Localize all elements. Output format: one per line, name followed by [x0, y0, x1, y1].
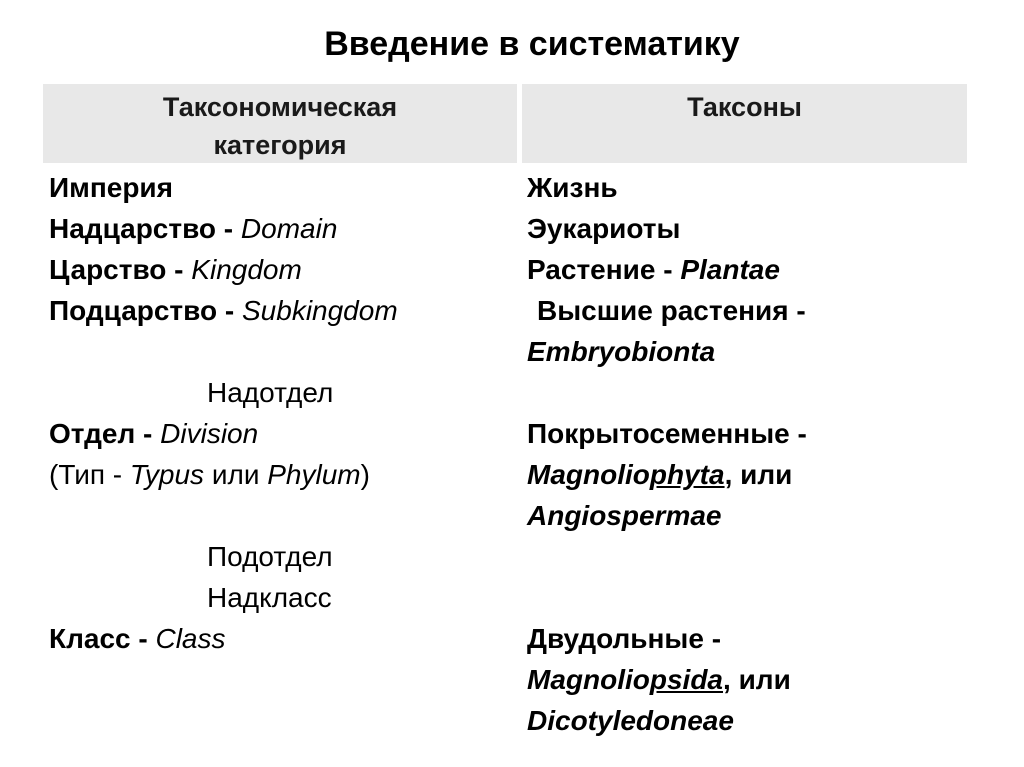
separator: -	[166, 254, 192, 285]
rank-superkingdom-ru: Надцарство	[49, 213, 217, 244]
rank-type-or: или	[204, 459, 268, 490]
taxon-dicotyledoneae: Dicotyledoneae	[527, 705, 734, 736]
taxon-higher-plants: Высшие растения -	[537, 295, 806, 326]
taxon-eukaryotes: Эукариоты	[527, 213, 681, 244]
rank-type-typus: Typus	[129, 459, 205, 490]
header-category-line2: категория	[213, 130, 347, 160]
spacer	[527, 577, 997, 618]
header-taxa: Таксоны	[687, 92, 802, 122]
taxon-dicotyledoneae-line	[527, 700, 997, 741]
rank-empire	[49, 167, 519, 208]
taxon-higher-plants-lat: Embryobionta	[527, 336, 716, 367]
taxa-column	[527, 167, 997, 741]
rank-type-close: )	[360, 459, 370, 490]
rank-subkingdom	[49, 290, 519, 331]
taxon-life: Жизнь	[527, 172, 618, 203]
rank-type-phylum: Phylum	[267, 459, 361, 490]
rank-class	[49, 618, 519, 659]
spacer	[49, 331, 519, 372]
rank-class-lat: Class	[155, 623, 226, 654]
spacer	[527, 372, 997, 413]
rank-subkingdom-lat: Subkingdom	[242, 295, 398, 326]
rank-subkingdom-ru: Подцарство	[49, 295, 218, 326]
rank-superclass-ru: Надкласс	[207, 582, 332, 613]
rank-kingdom	[49, 249, 519, 290]
taxon-plant	[527, 249, 997, 290]
taxon-magnoliopsida-prefix: Magnolio	[527, 664, 650, 695]
rank-superkingdom-lat: Domain	[240, 213, 338, 244]
taxon-magnoliophyta-prefix: Magnolio	[527, 459, 650, 490]
taxon-angiosperms: Покрытосеменные -	[527, 418, 807, 449]
spacer	[49, 495, 519, 536]
taxon-or: , или	[724, 459, 793, 490]
rank-type-open: (Тип -	[49, 459, 130, 490]
separator: -	[130, 623, 156, 654]
category-column	[49, 167, 519, 659]
rank-division-ru: Отдел	[49, 418, 136, 449]
rank-superclass	[49, 577, 519, 618]
rank-division	[49, 413, 519, 454]
slide-title: Введение в систематику	[324, 25, 740, 63]
taxon-plant-ru: Растение -	[527, 254, 681, 285]
taxon-higher-plants-lat-line	[527, 331, 997, 372]
taxon-magnoliophyta-line	[527, 454, 997, 495]
rank-kingdom-lat: Kingdom	[191, 254, 302, 285]
rank-class-ru: Класс	[49, 623, 131, 654]
taxon-plant-lat: Plantae	[680, 254, 780, 285]
header-category	[43, 88, 517, 164]
header-category-line1: Таксономическая	[162, 92, 398, 122]
separator: -	[135, 418, 161, 449]
rank-subdivision	[49, 536, 519, 577]
taxon-magnoliophyta-suffix: phyta	[649, 459, 725, 490]
taxon-magnoliopsida-line	[527, 659, 997, 700]
taxon-angiospermae-line	[527, 495, 997, 536]
rank-kingdom-ru: Царство	[49, 254, 167, 285]
spacer	[527, 536, 997, 577]
taxon-or: , или	[723, 664, 791, 695]
rank-type	[49, 454, 519, 495]
taxon-angiospermae: Angiospermae	[527, 500, 722, 531]
rank-superkingdom	[49, 208, 519, 249]
rank-superdivision	[49, 372, 519, 413]
separator: -	[217, 295, 242, 326]
separator: -	[216, 213, 241, 244]
rank-division-lat: Division	[160, 418, 259, 449]
taxon-dicots: Двудольные -	[527, 623, 722, 654]
rank-empire-ru: Империя	[49, 172, 173, 203]
rank-subdivision-ru: Подотдел	[207, 541, 333, 572]
rank-superdivision-ru: Надотдел	[207, 377, 334, 408]
taxon-magnoliopsida-suffix: psida	[649, 664, 724, 695]
